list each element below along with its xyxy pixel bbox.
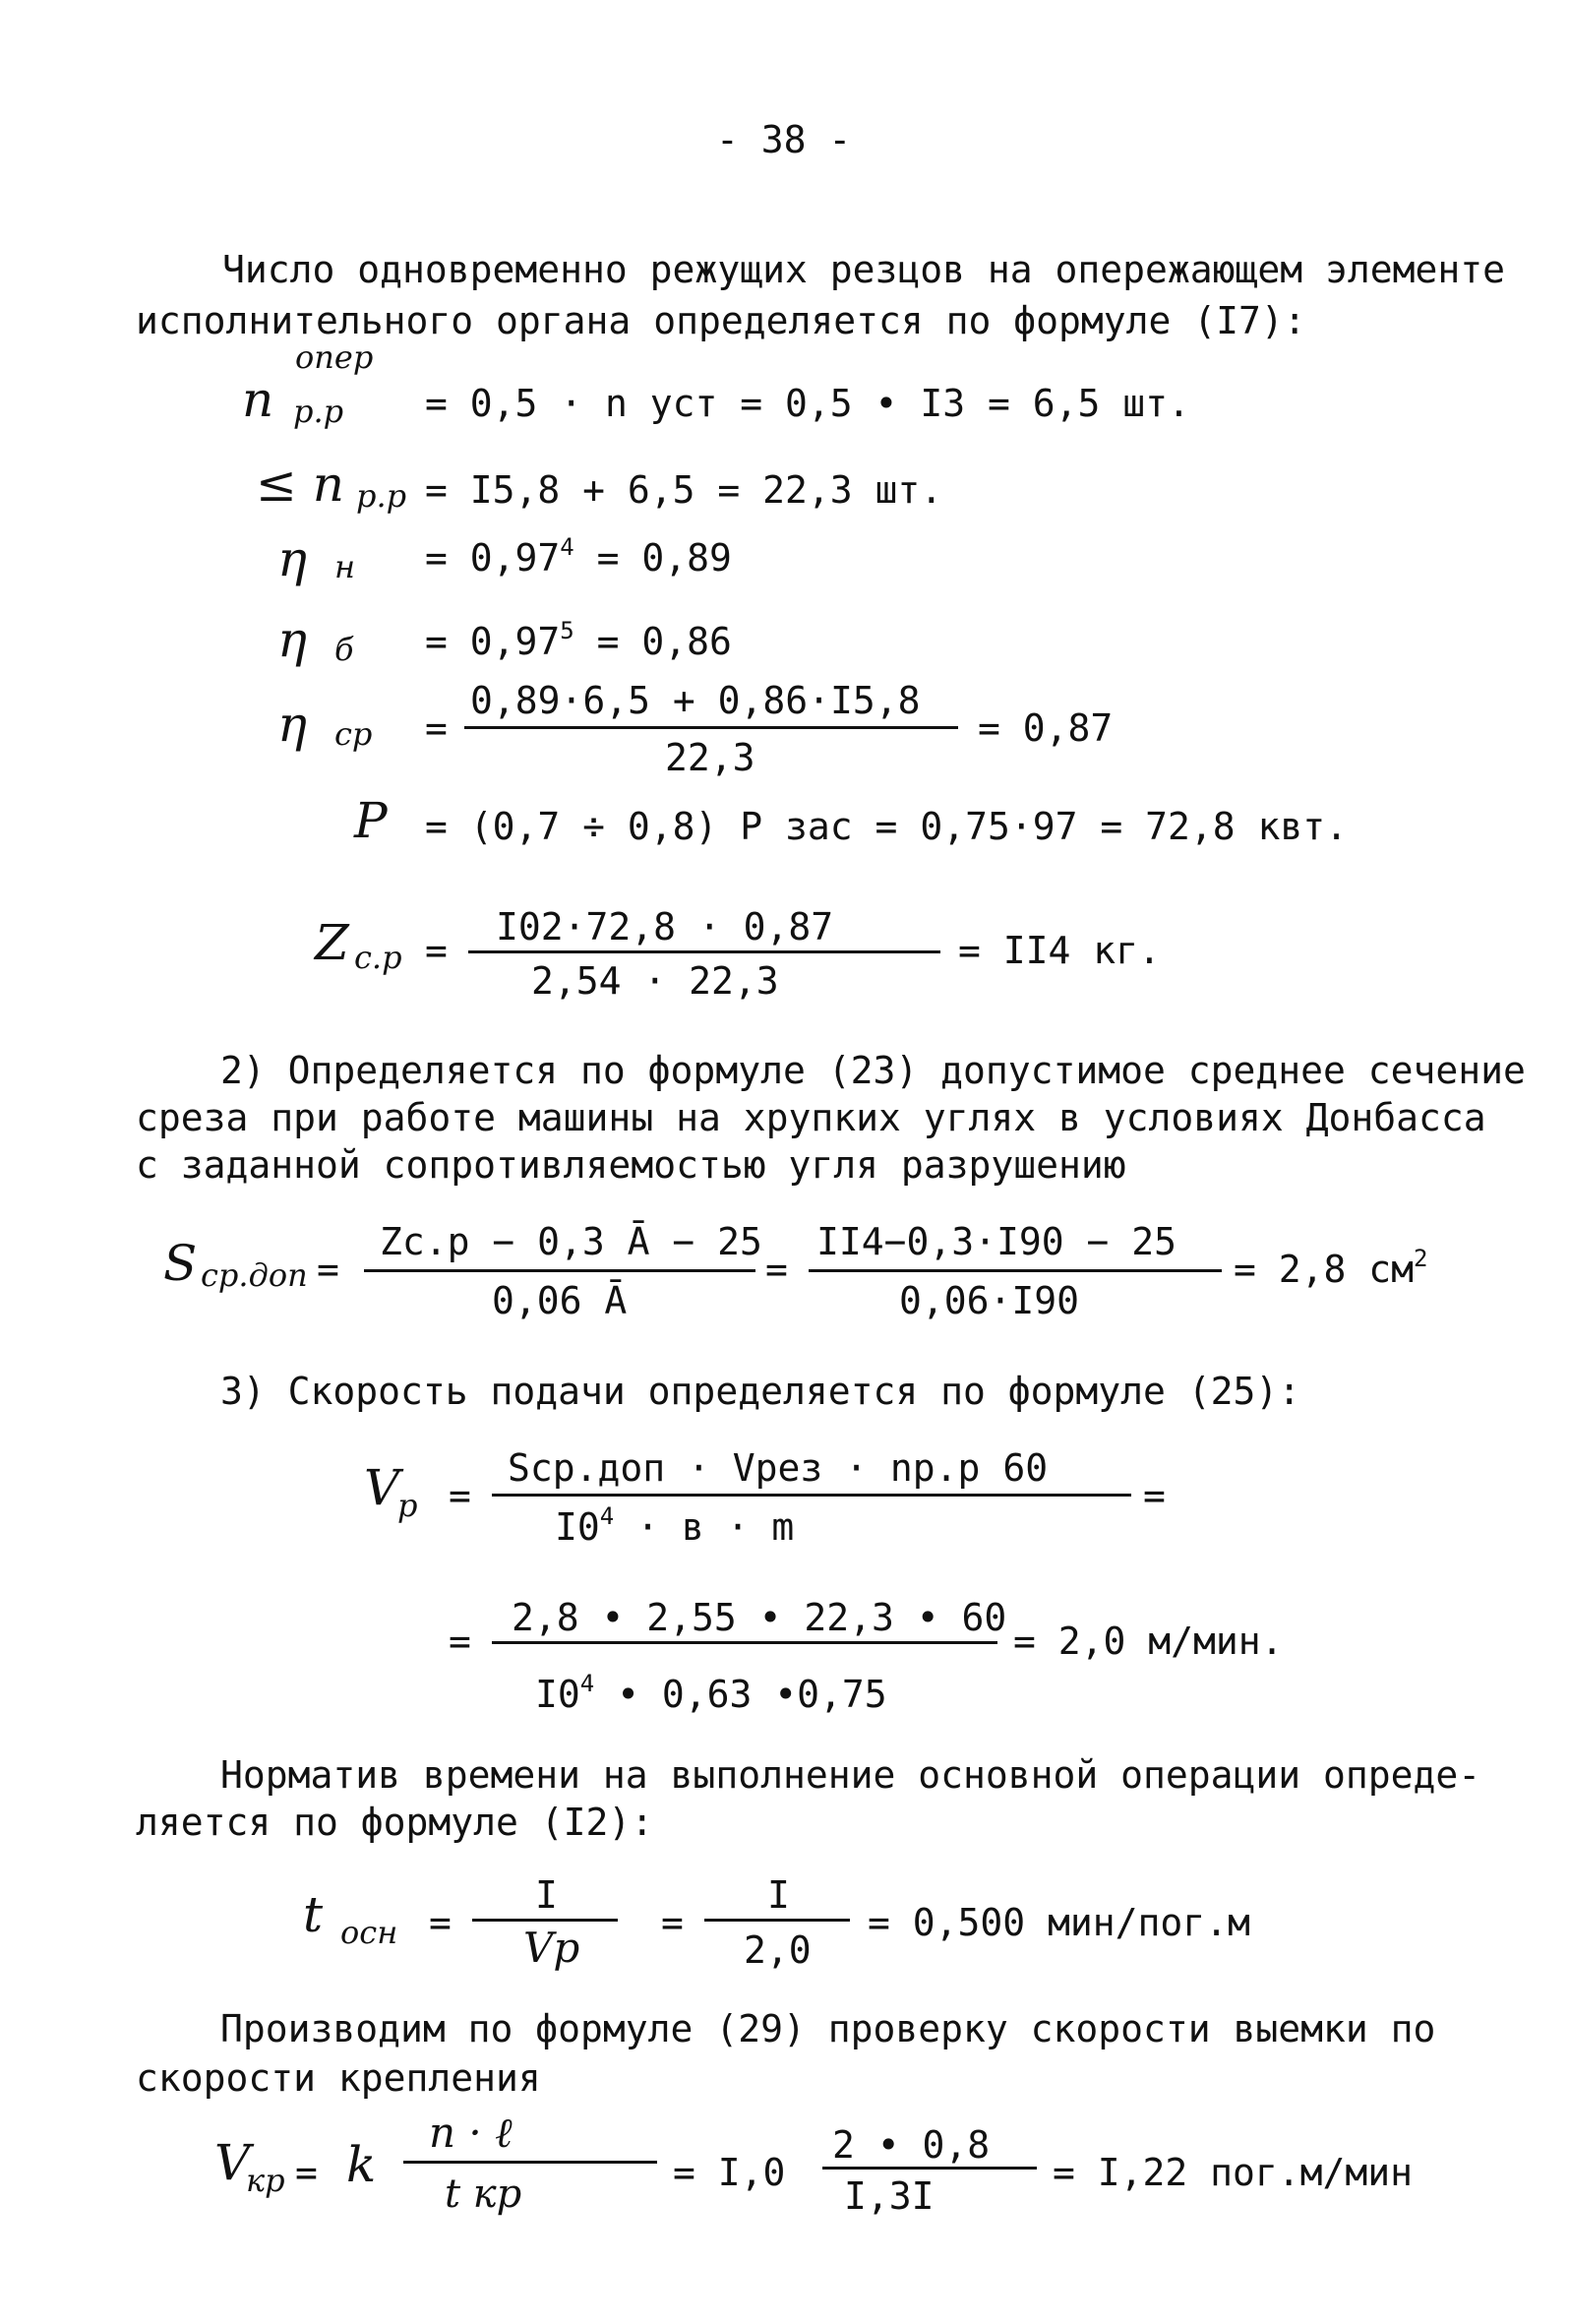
step3-line-1: 3) Скорость подачи определяется по формуле (25):	[220, 1370, 1301, 1413]
step2-line-3: с заданной сопротивляемостью угля разрушению	[136, 1143, 1126, 1187]
norm-line-2: ляется по формуле (I2):	[136, 1801, 654, 1844]
check-line-1: Производим по формуле (29) проверку скорости выемки по	[220, 2007, 1436, 2050]
intro-line-2: исполнительного органа определяется по формуле (I7):	[136, 299, 1306, 342]
norm-line-1: Норматив времени на выполнение основной операции опреде-	[220, 1753, 1481, 1797]
intro-line-1: Число одновременно режущих резцов на опережающем элементе	[222, 248, 1506, 291]
step2-line-1: 2) Определяется по формуле (23) допустимое среднее сечение	[220, 1049, 1526, 1092]
check-line-2: скорости крепления	[136, 2056, 541, 2100]
document-page: - 38 - Число одновременно режущих резцов на опережающем элементе исполнительного органа определяется по формуле (I7): опер n р.р = 0,5 · n уст = 0,5 • I3 = 6,5 шт. ≤ n р.р = I5,8 + 6,5 = 22,3 шт. η н = $0,97^4 = 0,89$ η б = $0,97^5 = 0,86$ η ср = 0,89·6,5 + 0,86·I5,8 22,3 = 0,87 P = (0,7 ÷ 0,8) P зас = 0,75·97 = 72,8 квт. Z с.р = I02·72,8 · 0,87 2,54 · 22,3 = II4 кг. 2) Определяется по формуле (23) допустимое среднее сечение среза при работе машины на хрупких углях в условиях Донбасса с заданной сопротивляемостью угля разрушению S ср.доп = Zс.р − 0,3 Ā − 25 0,06 Ā = II4−0,3·I90 − 25 0,06·I90 = 2,8 $см^2$ 3) Скорость подачи определяется по формуле (25): V р = Sср.доп · Vрез · nр.р 60 $I0^4 \cdot в \cdot m$ = = 2,8 • 2,55 • 22,3 • 60 $I0^4$ • 0,63 •0,75 = 2,0 м/мин. Норматив времени на выполнение основной операции опреде- ляется по формуле (I2): t осн = I Vр = I 2,0 = 0,500 мин/пог.м Производим по формуле (29) проверку скорости выемки по скорости крепления V кр = k n · ℓ t кр = I,0 2 • 0,8 I,3I = I,22 пог.м/мин	[136, 118, 1526, 2218]
step2-line-2: среза при работе машины на хрупких углях в условиях Донбасса	[136, 1096, 1486, 1139]
page-number: - 38 -	[716, 118, 852, 161]
